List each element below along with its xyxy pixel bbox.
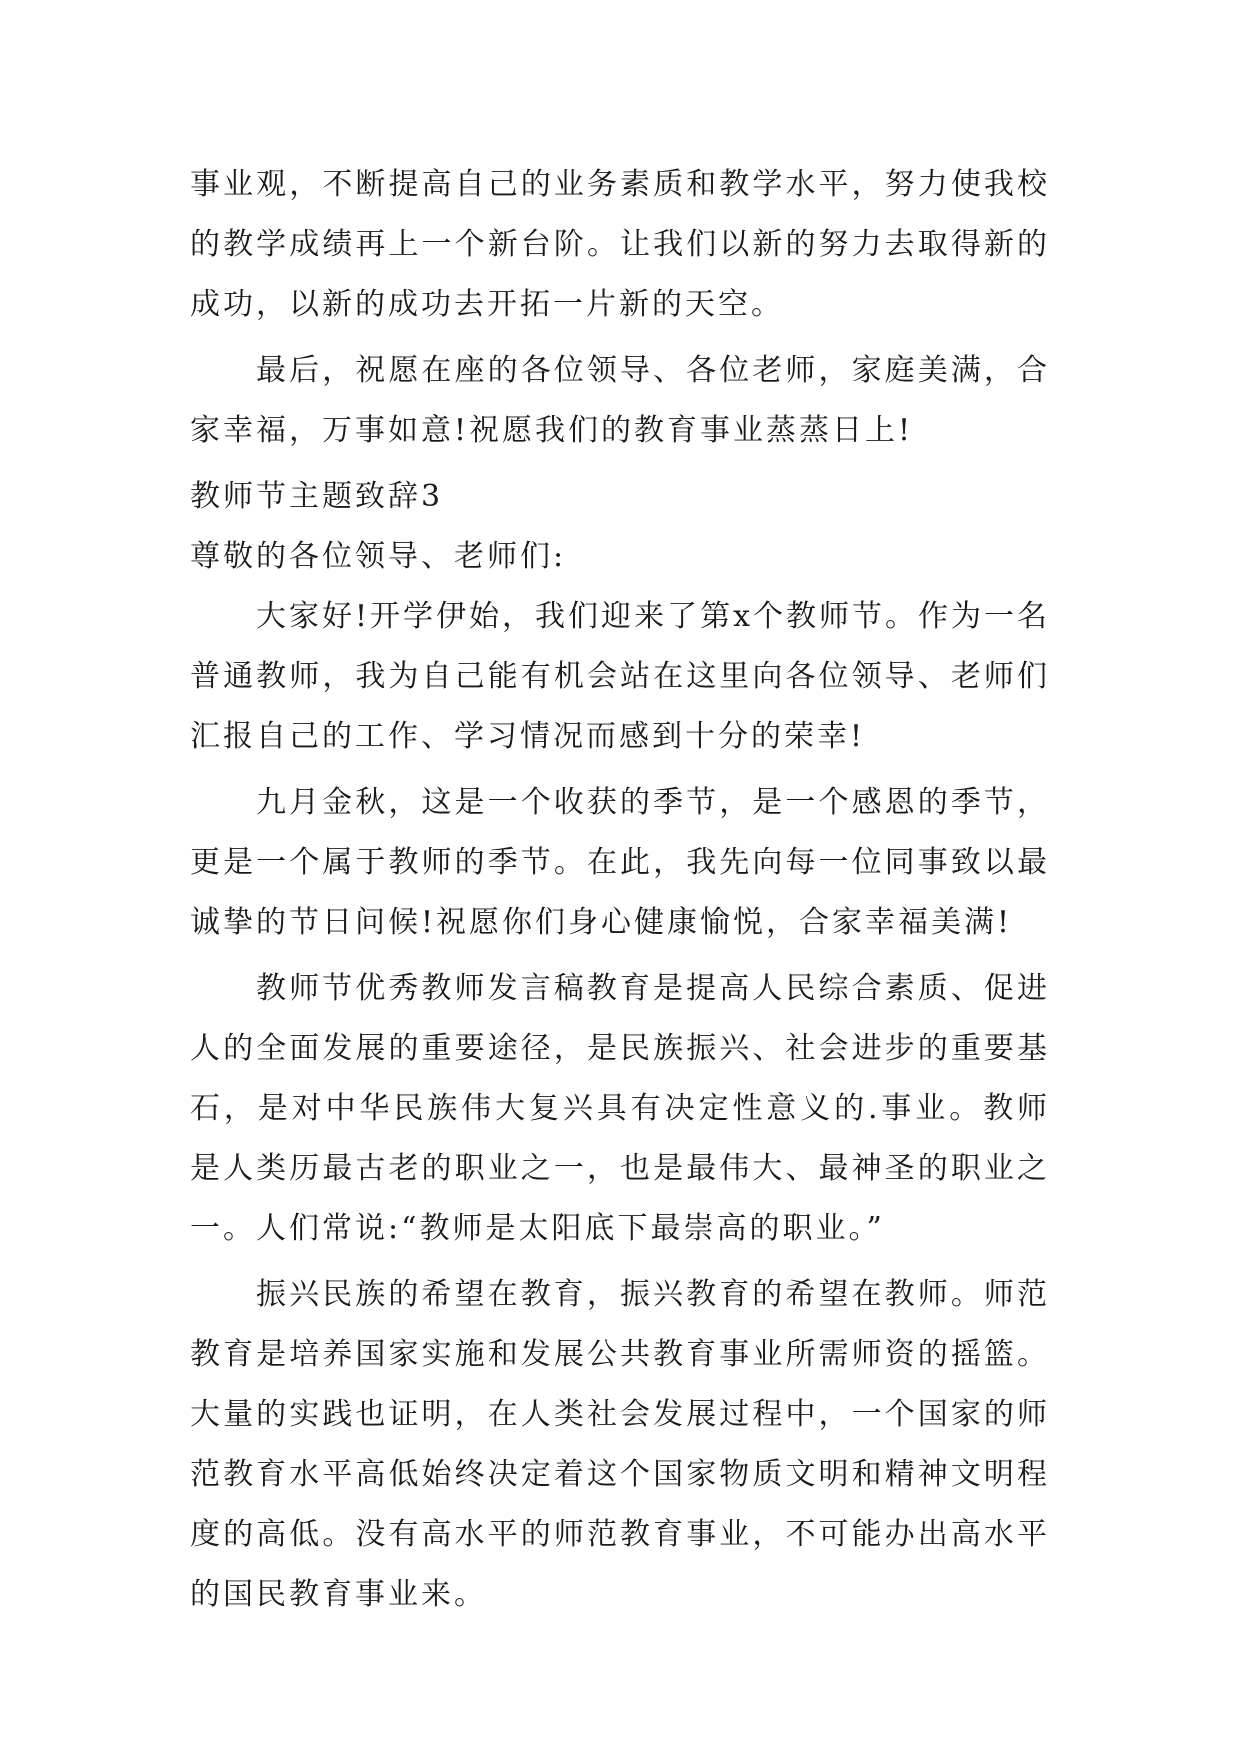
paragraph-greeting: 大家好!开学伊始，我们迎来了第x个教师节。作为一名普通教师，我为自己能有机会站在这里向各位领导、老师们汇报自己的工作、学习情况而感到十分的荣幸! (190, 599, 1050, 754)
paragraph-education: 教师节优秀教师发言稿教育是提高人民综合素质、促进人的全面发展的重要途径，是民族振兴、社会进步的重要基石，是对中华民族伟大复兴具有决定性意义的.事业。教师是人类历最古老的职业之一，也是最伟大、最神圣的职业之一。人们常说:“教师是太阳底下最崇高的职业。” (190, 971, 1050, 1246)
paragraph-continuation: 事业观，不断提高自己的业务素质和教学水平，努力使我校的教学成绩再上一个新台阶。让我们以新的努力去取得新的成功，以新的成功去开拓一片新的天空。 (190, 167, 1050, 322)
paragraph-autumn: 九月金秋，这是一个收获的季节，是一个感恩的季节，更是一个属于教师的季节。在此，我先向每一位同事致以最诚挚的节日问候!祝愿你们身心健康愉悦，合家幸福美满! (190, 785, 1050, 940)
document-body (190, 155, 1050, 1631)
section-title: 教师节主题致辞3 (190, 479, 444, 514)
paragraph-closing-wishes: 最后，祝愿在座的各位领导、各位老师，家庭美满，合家幸福，万事如意!祝愿我们的教育事业蒸蒸日上! (190, 353, 1050, 448)
paragraph-normal-education: 振兴民族的希望在教育，振兴教育的希望在教师。师范教育是培养国家实施和发展公共教育事业所需师资的摇篮。大量的实践也证明，在人类社会发展过程中，一个国家的师范教育水平高低始终决定着这个国家物质文明和精神文明程度的高低。没有高水平的师范教育事业，不可能办出高水平的国民教育事业来。 (190, 1277, 1050, 1612)
salutation: 尊敬的各位领导、老师们: (190, 539, 567, 574)
